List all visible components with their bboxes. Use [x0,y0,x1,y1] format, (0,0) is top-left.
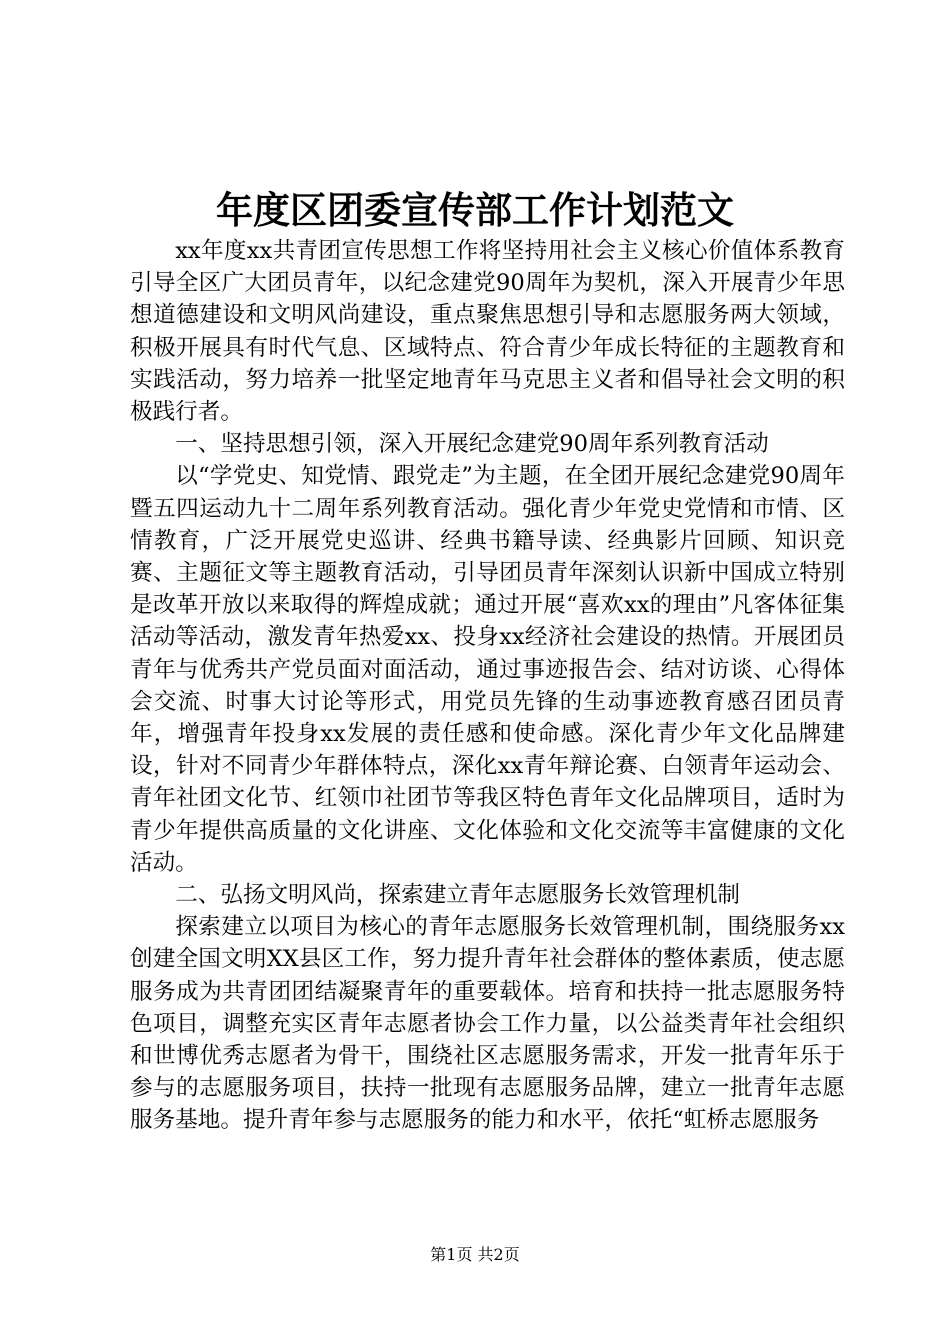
section-heading-2: 二、弘扬文明风尚，探索建立青年志愿服务长效管理机制 [175,882,741,909]
page-footer: 第1页 共2页 [430,1245,520,1264]
section-2-paragraph: 探索建立以项目为核心的青年志愿服务长效管理机制，围绕服务xx创建全国文明XX县区工作，努力提升青年社会群体的整体素质，使志愿服务成为共青团团结凝聚青年的重要载体。培育和扶持一批志愿服务特色项目，调整充实区青年志愿者协会工作力量，以公益类青年社会组织和世博优秀志愿者为骨干，围绕社区志愿服务需求，开发一批青年乐于参与的志愿服务项目，扶持一批现有志愿服务品牌，建立一批青年志愿服务基地。提升青年参与志愿服务的能力和水平，依托“虹桥志愿服务 [130,914,845,1134]
document-title: 年度区团委宣传部工作计划范文 [216,188,734,232]
section-1-paragraph: 以“学党史、知党情、跟党走”为主题，在全团开展纪念建党90周年暨五四运动九十二周年系列教育活动。强化青少年党史党情和市情、区情教育，广泛开展党史巡讲、经典书籍导读、经典影片回顾、知识竞赛、主题征文等主题教育活动，引导团员青年深刻认识新中国成立特别是改革开放以来取得的辉煌成就；通过开展“喜欢xx的理由”凡客体征集活动等活动，激发青年热爱xx、投身xx经济社会建设的热情。开展团员青年与优秀共产党员面对面活动，通过事迹报告会、结对访谈、心得体会交流、时事大讨论等形式，用党员先锋的生动事迹教育感召团员青年，增强青年投身xx发展的责任感和使命感。深化青少年文化品牌建设，针对不同青少年群体特点，深化xx青年辩论赛、白领青年运动会、青年社团文化节、红领巾社团节等我区特色青年文化品牌项目，适时为青少年提供高质量的文化讲座、文化体验和文化交流等丰富健康的文化活动。 [130,463,845,876]
document-body [130,235,845,1137]
section-heading-1: 一、坚持思想引领，深入开展纪念建党90周年系列教育活动 [175,431,769,458]
intro-paragraph: xx年度xx共青团宣传思想工作将坚持用社会主义核心价值体系教育引导全区广大团员青年，以纪念建党90周年为契机，深入开展青少年思想道德建设和文明风尚建设，重点聚焦思想引导和志愿服务两大领域，积极开展具有时代气息、区域特点、符合青少年成长特征的主题教育和实践活动，努力培养一批坚定地青年马克思主义者和倡导社会文明的积极践行者。 [130,238,845,426]
